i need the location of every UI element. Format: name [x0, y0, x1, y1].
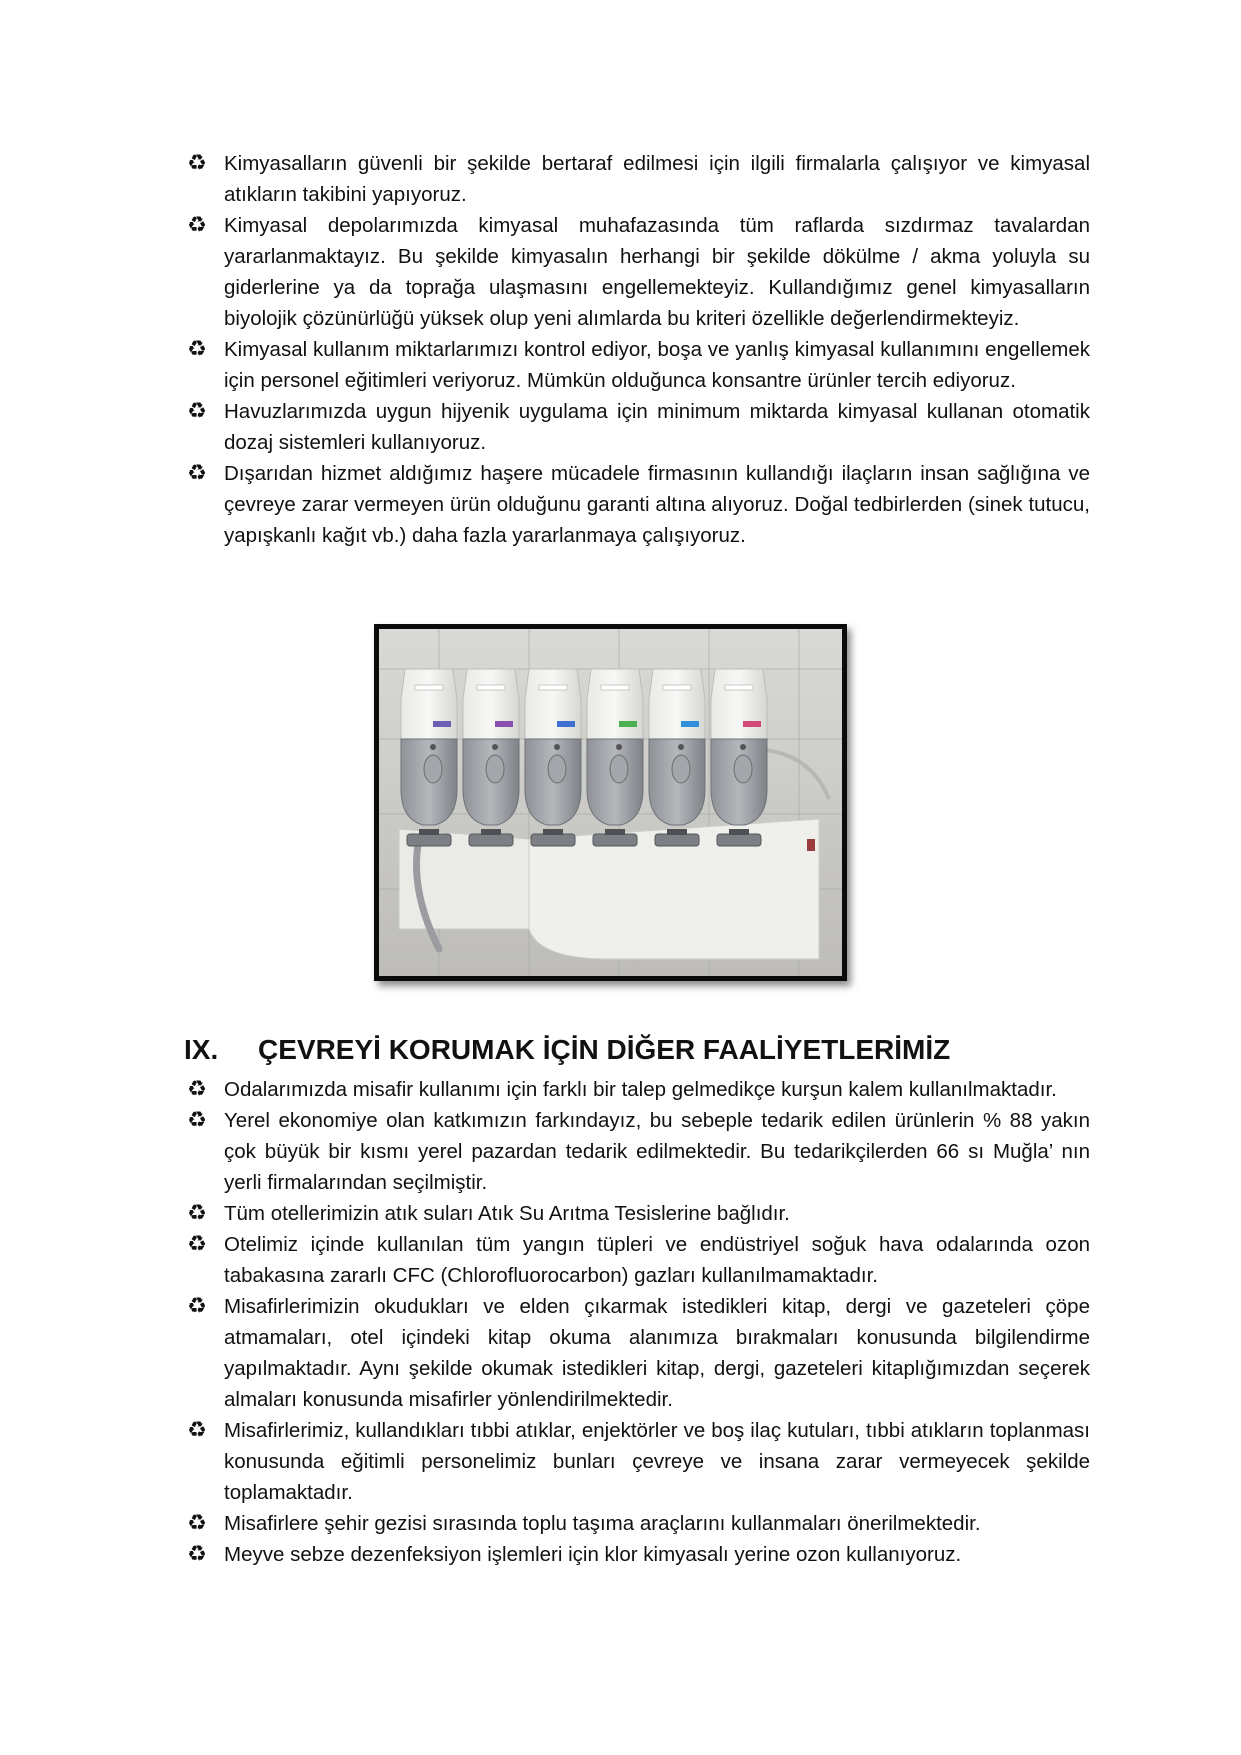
recycle-icon: ♻ [187, 1542, 207, 1567]
list-item [184, 1291, 1090, 1415]
list-item [184, 1105, 1090, 1198]
list-item-text: Kimyasalların güvenli bir şekilde bertaraf edilmesi için ilgili firmalarla çalışıyor ve kimyasal atıkların takibini yapıyoruz. [224, 152, 1090, 206]
recycle-icon: ♻ [187, 1511, 207, 1536]
list-item-text: Tüm otellerimizin atık suları Atık Su Arıtma Tesislerine bağlıdır. [224, 1202, 790, 1225]
list-item-text: Meyve sebze dezenfeksiyon işlemleri için klor kimyasalı yerine ozon kullanıyoruz. [224, 1543, 962, 1566]
environment-activities-list [184, 1074, 1090, 1570]
recycle-icon: ♻ [187, 461, 207, 486]
list-item-text: Misafirlerimizin okudukları ve elden çıkarmak istedikleri kitap, dergi ve gazeteleri çöpe atmamaları, otel içindeki kitap okuma alanımıza bırakmaları konusunda bilgilendirme yapılmaktadır. Aynı şekilde okumak istedikleri kitap, dergi, gazeteleri kitaplığımızdan seçerek almaları konusunda misafirler yönlendirilmektedir. [224, 1295, 1090, 1411]
list-item [184, 1074, 1090, 1105]
section-heading [184, 1030, 1090, 1070]
list-item-text: Kimyasal depolarımızda kimyasal muhafazasında tüm raflarda sızdırmaz tavalardan yararlanmaktayız. Bu şekilde kimyasalın herhangi bir şekilde dökülme / akma yoluyla su giderlerine ya da toprağa ulaşmasını engellemekteyiz. Kullandığımız genel kimyasalların biyolojik çözünürlüğü yüksek olup yeni alımlarda bu kriteri özellikle değerlendirmekteyiz. [224, 214, 1090, 330]
list-item-text: Dışarıdan hizmet aldığımız haşere mücadele firmasının kullandığı ilaçların insan sağlığına ve çevreye zarar vermeyen ürün olduğunu garanti altına alıyoruz. Doğal tedbirlerden (sinek tutucu, yapışkanlı kağıt vb.) daha fazla yararlanmaya çalışıyoruz. [224, 462, 1090, 547]
list-item [184, 1539, 1090, 1570]
recycle-icon: ♻ [187, 1294, 207, 1319]
recycle-icon: ♻ [187, 213, 207, 238]
recycle-icon: ♻ [187, 1108, 207, 1133]
chemical-dispenser-photo [374, 624, 847, 981]
list-item [184, 458, 1090, 551]
list-item-text: Odalarımızda misafir kullanımı için farklı bir talep gelmedikçe kurşun kalem kullanılmaktadır. [224, 1078, 1057, 1101]
list-item [184, 1198, 1090, 1229]
recycle-icon: ♻ [187, 337, 207, 362]
list-item [184, 396, 1090, 458]
section-number: IX. [184, 1034, 219, 1065]
recycle-icon: ♻ [187, 1418, 207, 1443]
dispenser-illustration [379, 629, 842, 976]
list-item-text: Havuzlarımızda uygun hijyenik uygulama için minimum miktarda kimyasal kullanan otomatik dozaj sistemleri kullanıyoruz. [224, 400, 1090, 454]
section-title: ÇEVREYİ KORUMAK İÇİN DİĞER FAALİYETLERİMİZ [258, 1034, 951, 1065]
chemical-practices-list [184, 148, 1090, 551]
list-item [184, 210, 1090, 334]
list-item-text: Kimyasal kullanım miktarlarımızı kontrol ediyor, boşa ve yanlış kimyasal kullanımını engellemek için personel eğitimleri veriyoruz. Mümkün olduğunca konsantre ürünler tercih ediyoruz. [224, 338, 1090, 392]
list-item [184, 148, 1090, 210]
recycle-icon: ♻ [187, 1232, 207, 1257]
list-item-text: Misafirlerimiz, kullandıkları tıbbi atıklar, enjektörler ve boş ilaç kutuları, tıbbi atıkların toplanması konusunda eğitimli personelimiz bunları çevreye ve insana zarar vermeyecek şekilde toplamaktadır. [224, 1419, 1090, 1504]
list-item [184, 1415, 1090, 1508]
list-item-text: Yerel ekonomiye olan katkımızın farkındayız, bu sebeple tedarik edilen ürünlerin % 88 yakın çok büyük bir kısmı yerel pazardan tedarik edilmektedir. Bu tedarikçilerden 66 sı Muğla’ nın yerli firmalarından seçilmiştir. [224, 1109, 1090, 1194]
recycle-icon: ♻ [187, 151, 207, 176]
recycle-icon: ♻ [187, 1077, 207, 1102]
list-item [184, 1508, 1090, 1539]
list-item-text: Misafirlere şehir gezisi sırasında toplu taşıma araçlarını kullanmaları önerilmektedir. [224, 1512, 981, 1535]
recycle-icon: ♻ [187, 1201, 207, 1226]
list-item-text: Otelimiz içinde kullanılan tüm yangın tüpleri ve endüstriyel soğuk hava odalarında ozon tabakasına zararlı CFC (Chlorofluorocarbon) gazları kullanılmamaktadır. [224, 1233, 1090, 1287]
recycle-icon: ♻ [187, 399, 207, 424]
list-item [184, 1229, 1090, 1291]
list-item [184, 334, 1090, 396]
